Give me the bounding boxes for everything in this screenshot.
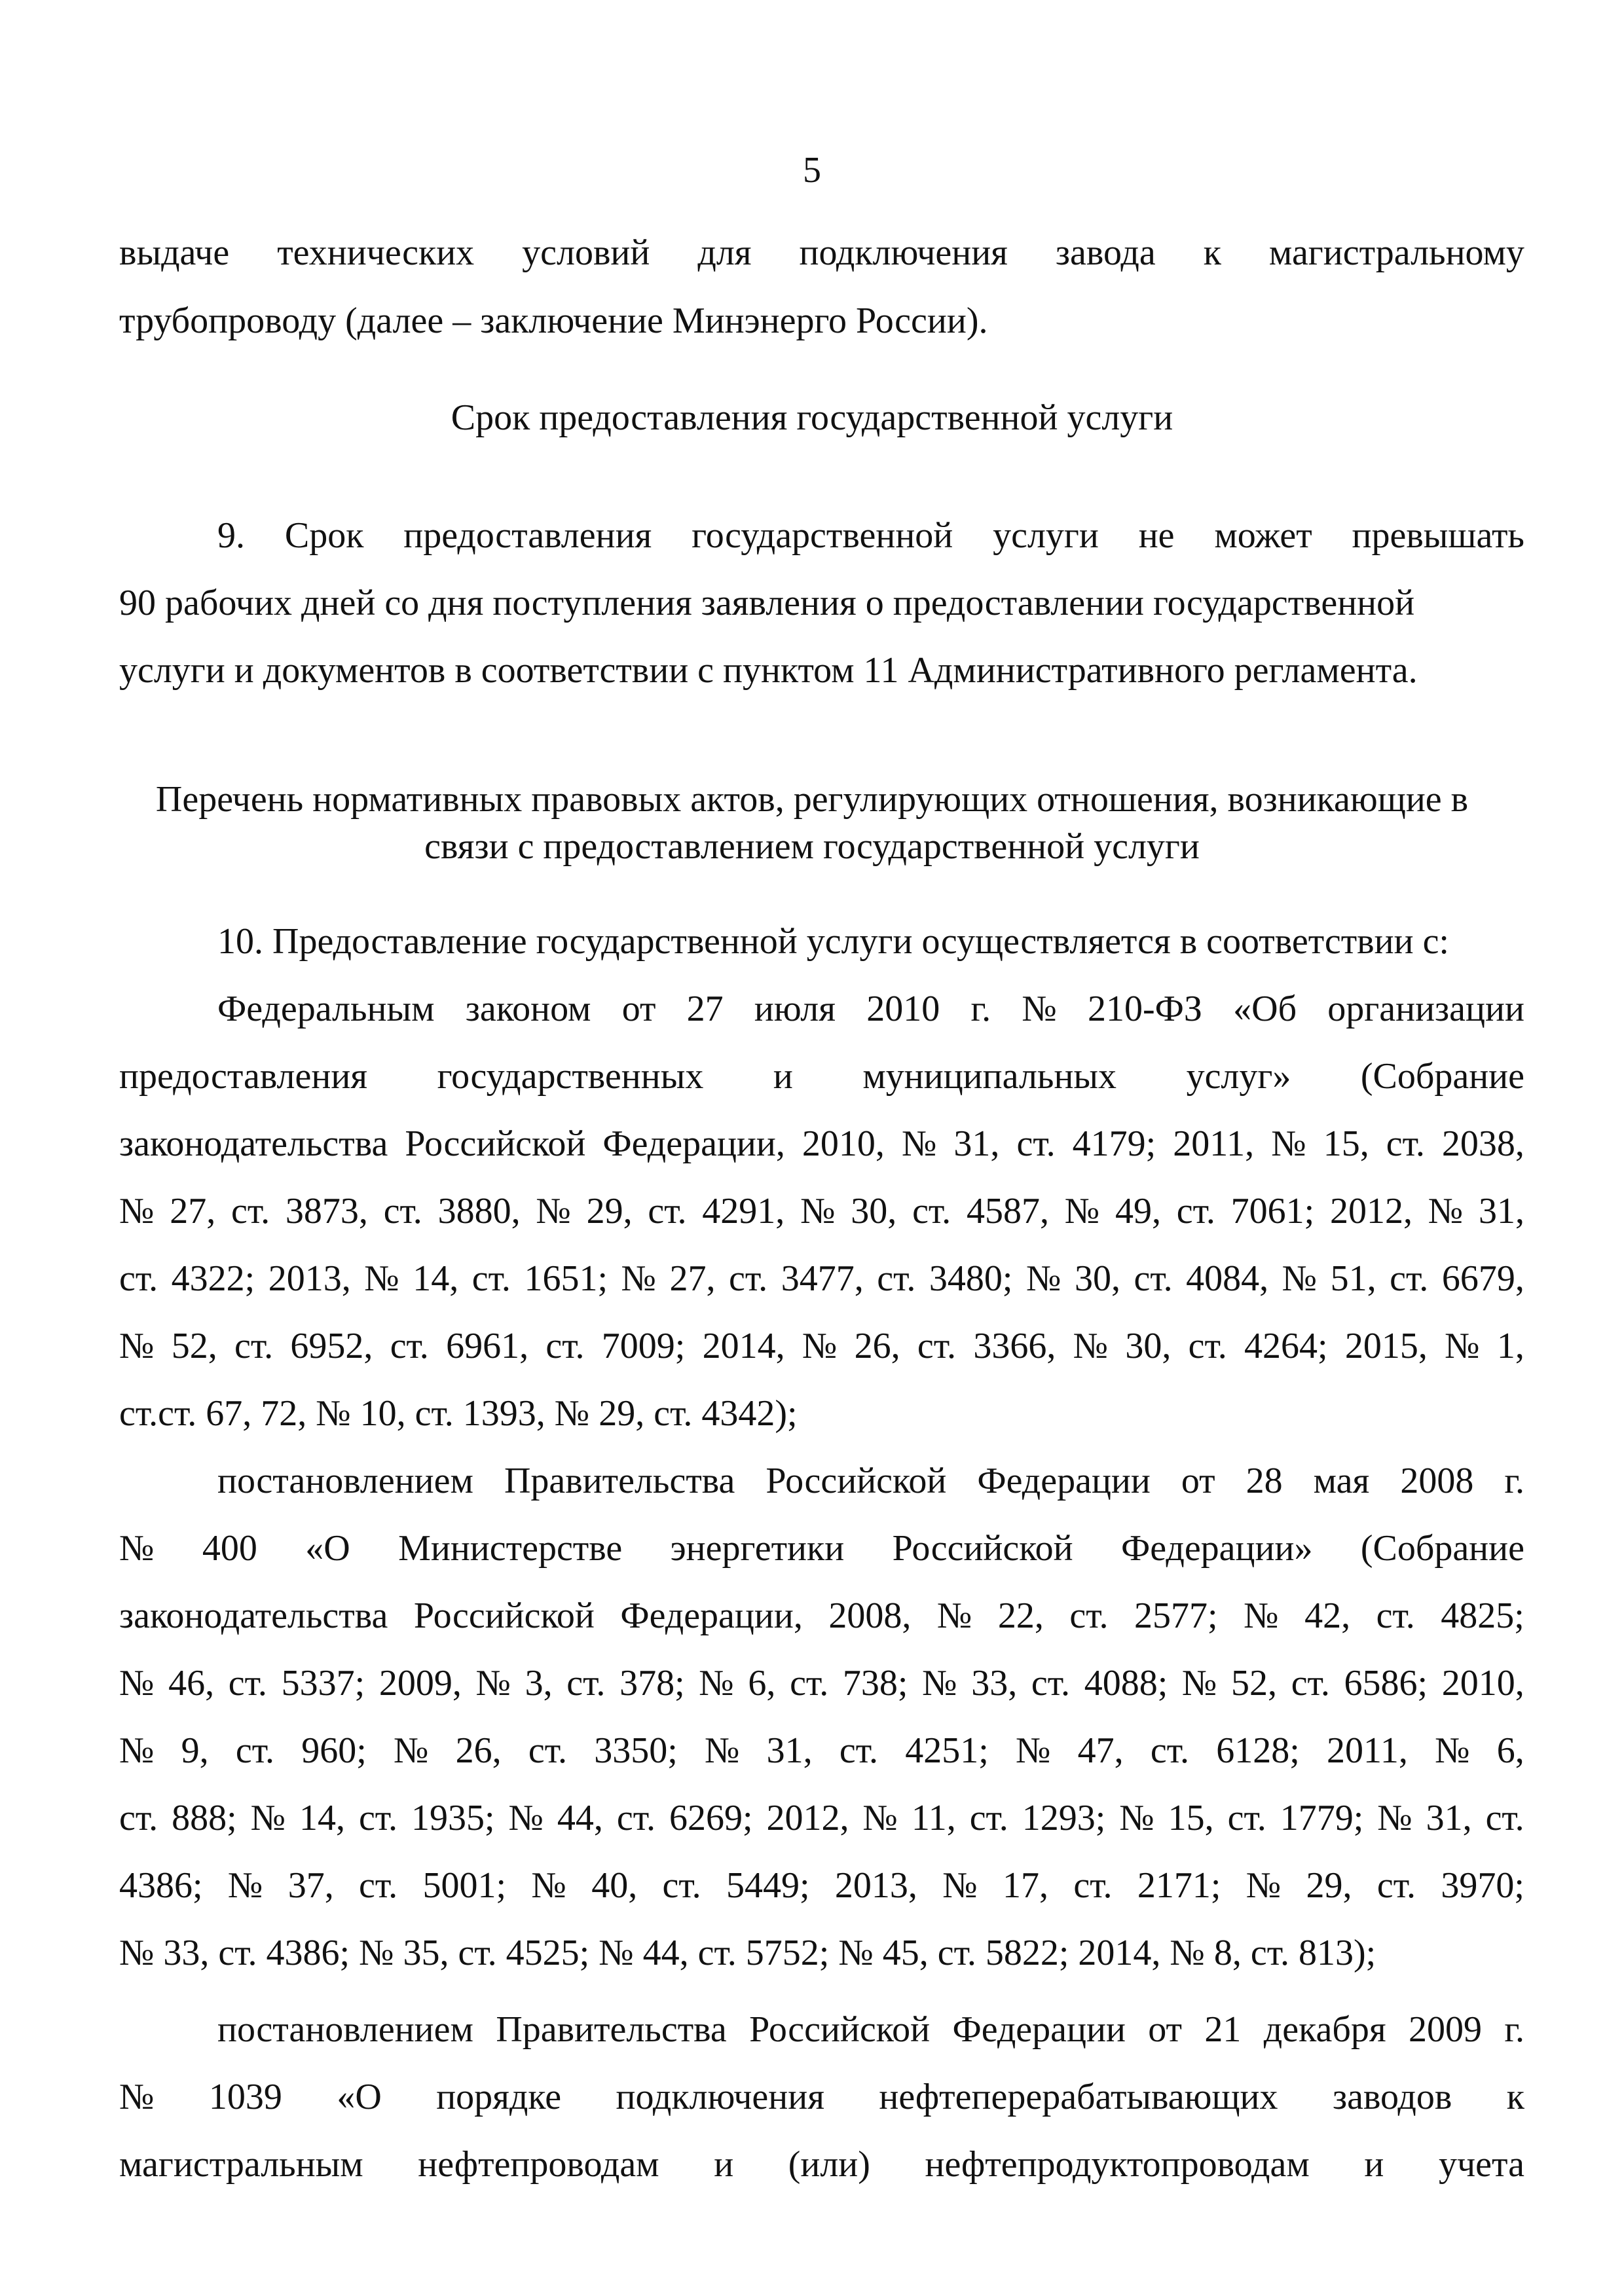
word: законом [465,989,591,1029]
word: и [773,1056,793,1097]
word: 2014, [702,1326,785,1366]
word: 2038, [1441,1123,1524,1164]
word: № [1016,1730,1051,1771]
word: 51, [1330,1258,1376,1299]
word: 4386; [119,1865,203,1906]
word: 6952, [290,1326,373,1366]
word: 30, [1074,1258,1120,1299]
word: ст. [1031,1663,1071,1704]
word: подключения [616,2077,824,2117]
word: от [1148,2009,1183,2050]
word: 400 [202,1528,257,1569]
word: 4264; [1244,1326,1328,1366]
word: 1, [1496,1326,1524,1366]
word: Федеральным [217,989,435,1029]
word: ст. [471,1258,511,1299]
word: энергетики [670,1528,845,1569]
word: Федерации [977,1461,1151,1501]
word: от [1181,1461,1215,1501]
word: 14, [299,1798,345,1838]
word: 2010, [802,1123,885,1164]
word: магистральным [119,2144,363,2185]
word: 21 [1204,2009,1242,2050]
word: 6, [748,1663,776,1704]
word: г. [1504,2009,1524,2050]
word: не [1138,515,1175,556]
word: организации [1327,989,1524,1029]
word: ст. [528,1730,567,1771]
word: 26, [455,1730,502,1771]
word: № [1073,1326,1109,1366]
para-9-line-1 [217,517,1524,554]
para-10-intro: 10. Предоставление государственной услуги осуществляется в соответствии с: [217,921,1449,962]
word: ст. [1291,1663,1330,1704]
word: декабря [1263,2009,1386,2050]
law-210-line-4 [119,1193,1524,1230]
word: нефтеперерабатывающих [879,2077,1278,2117]
word: «Об [1233,989,1297,1029]
law-210-line-3 [119,1125,1524,1162]
word: № [1119,1798,1154,1838]
word: выдаче [119,232,230,273]
decree-400-line-1 [217,1463,1524,1499]
word: ст. [235,1730,274,1771]
word: 27, [669,1258,716,1299]
word: 27 [686,989,724,1029]
decree-1039-line-2 [119,2079,1524,2115]
word: постановлением [217,1461,473,1501]
word: нефтепродуктопроводам [925,2144,1310,2185]
word: № [250,1798,286,1838]
word: 1935; [411,1798,495,1838]
word: 2009, [378,1663,462,1704]
word: 2008 [1400,1461,1474,1501]
word: для [697,232,752,273]
word: 42, [1304,1595,1351,1636]
word: 3366, [973,1326,1056,1366]
intro-line-1 [119,234,1524,271]
word: заводов [1332,2077,1452,2117]
word: 3880, [437,1191,521,1231]
word: 26, [854,1326,900,1366]
word: № [1445,1326,1480,1366]
word: ст. [917,1326,957,1366]
word: ст. [1485,1798,1524,1838]
word: к [1203,232,1221,273]
law-210-line-6 [119,1328,1524,1364]
word: государственных [437,1056,704,1097]
word: № [119,1191,155,1231]
word: № [1246,1865,1282,1906]
para-9-line-3: услуги и документов в соответствии с пунктом 11 Административного регламента. [119,650,1418,691]
word: государственной [692,515,953,556]
word: 29, [1306,1865,1352,1906]
word: может [1214,515,1312,556]
word: 2011, [1173,1123,1255,1164]
word: 9, [181,1730,209,1771]
word: № [536,1191,571,1231]
word: ст. [358,1798,398,1838]
word: ст. [1376,1595,1415,1636]
word: № [922,1663,957,1704]
word: 1039 [208,2077,282,2117]
word: 47, [1077,1730,1124,1771]
word: № [1022,989,1057,1029]
word: 40, [591,1865,638,1906]
word: 44, [557,1798,603,1838]
word: 6, [1496,1730,1524,1771]
word: 210-ФЗ [1087,989,1202,1029]
decree-1039-line-3 [119,2146,1524,2183]
word: ст. [359,1865,398,1906]
word: законодательства [119,1123,388,1164]
word: 15, [1168,1798,1214,1838]
word: и [714,2144,734,2185]
decree-400-line-8: № 33, ст. 4386; № 35, ст. 4525; № 44, ст. 5752; № 45, ст. 5822; 2014, № 8, ст. 813); [119,1933,1376,1973]
word: мая [1313,1461,1370,1501]
decree-400-line-3 [119,1597,1524,1634]
word: Федерации» [1120,1528,1313,1569]
word: г. [970,989,991,1029]
word: Российской [413,1595,595,1636]
word: (или) [788,2144,870,2185]
word: № [475,1663,511,1704]
word: № [119,1663,155,1704]
word: 3970; [1441,1865,1524,1906]
word: ст. [729,1258,768,1299]
word: 6679, [1441,1258,1524,1299]
word: 4291, [702,1191,785,1231]
law-210-line-2 [119,1058,1524,1095]
word: Федерации, [602,1123,785,1164]
law-210-line-7: ст.ст. 67, 72, № 10, ст. 1393, № 29, ст. 4342); [119,1393,798,1434]
word: (Собрание [1360,1056,1524,1097]
word: и [1364,2144,1384,2185]
word: Правительства [504,1461,735,1501]
word: 2012, [1330,1191,1412,1231]
word: 27, [170,1191,216,1231]
para-9-line-2: 90 рабочих дней со дня поступления заявления о предоставлении государственной [119,583,1415,623]
word: № [1064,1191,1100,1231]
heading-acts-line-2: связи с предоставлением государственной услуги [424,826,1200,867]
word: № [1025,1258,1061,1299]
word: 738; [842,1663,908,1704]
word: к [1506,2077,1524,2117]
word: № [1181,1663,1217,1704]
word: ст. [790,1663,829,1704]
word: 3350; [594,1730,678,1771]
word: ст. [912,1191,951,1231]
word: Срок [284,515,364,556]
word: 378; [619,1663,685,1704]
word: ст. [648,1191,687,1231]
word: технических [277,232,475,273]
word: учета [1438,2144,1524,2185]
word: 1293; [1022,1798,1106,1838]
word: (Собрание [1360,1528,1524,1569]
word: нефтепроводам [418,2144,659,2185]
word: № [1428,1191,1464,1231]
word: 2009 [1408,2009,1482,2050]
word: превышать [1352,515,1524,556]
word: Российской [749,2009,931,2050]
decree-400-line-4 [119,1665,1524,1702]
word: 6269; [669,1798,753,1838]
law-210-line-5 [119,1260,1524,1297]
word: 6586; [1344,1663,1428,1704]
word: ст. [119,1798,158,1838]
word: 28 [1246,1461,1283,1501]
word: 2008, [828,1595,912,1636]
word: 2012, [766,1798,849,1838]
word: ст. [1376,1865,1416,1906]
word: ст. [877,1258,916,1299]
word: ст. [969,1798,1008,1838]
word: № [1271,1123,1306,1164]
word: 888; [172,1798,237,1838]
word: 4587, [966,1191,1049,1231]
word: № [1282,1258,1318,1299]
word: 2010, [1441,1663,1524,1704]
word: постановлением [217,2009,473,2050]
word: № [802,1326,838,1366]
word: 31, [953,1123,1000,1164]
word: от [621,989,656,1029]
word: № [119,1730,155,1771]
word: ст. [390,1326,429,1366]
word: услуги [993,515,1099,556]
word: 14, [413,1258,459,1299]
word: № [800,1191,836,1231]
word: 52, [1231,1663,1278,1704]
word: завода [1055,232,1156,273]
word: 31, [1479,1191,1524,1231]
word: Правительства [496,2009,727,2050]
word: ст. [545,1326,585,1366]
word: г. [1504,1461,1524,1501]
word: № [699,1663,734,1704]
word: 1651; [524,1258,608,1299]
word: 4251; [905,1730,989,1771]
word: ст. [1188,1326,1227,1366]
word: Российской [405,1123,586,1164]
decree-400-line-6 [119,1800,1524,1836]
word: 2011, [1327,1730,1408,1771]
word: ст. [1390,1258,1429,1299]
word: 6961, [446,1326,529,1366]
word: ст. [662,1865,701,1906]
word: Федерации [952,2009,1126,2050]
word: ст. [1069,1595,1109,1636]
word: магистральному [1268,232,1524,273]
word: № [901,1123,937,1164]
word: № [119,1528,155,1569]
decree-400-line-5 [119,1732,1524,1769]
word: № [119,1326,155,1366]
word: 31, [1426,1798,1472,1838]
intro-line-2: трубопроводу (далее – заключение Минэнерго России). [119,301,988,341]
word: 30, [851,1191,897,1231]
word: 4179; [1072,1123,1156,1164]
word: 5337; [281,1663,365,1704]
word: ст. [1134,1258,1173,1299]
decree-400-line-7 [119,1867,1524,1904]
word: «О [337,2077,382,2117]
word: 3, [525,1663,553,1704]
word: 5449; [726,1865,810,1906]
word: 49, [1115,1191,1161,1231]
word: № [508,1798,544,1838]
word: № [1244,1595,1279,1636]
word: 2015, [1344,1326,1428,1366]
word: условий [522,232,650,273]
word: 33, [971,1663,1018,1704]
heading-acts-line-1: Перечень нормативных правовых актов, регулирующих отношения, возникающие в [155,779,1469,820]
word: 30, [1125,1326,1172,1366]
word: № [942,1865,978,1906]
word: 22, [997,1595,1044,1636]
word: ст. [234,1326,274,1366]
word: Министерстве [398,1528,623,1569]
word: 37, [287,1865,334,1906]
word: 31, [766,1730,813,1771]
word: 4088; [1084,1663,1168,1704]
heading-term: Срок предоставления государственной услуги [451,397,1173,438]
word: 4825; [1441,1595,1524,1636]
word: 52, [171,1326,217,1366]
word: № [227,1865,263,1906]
word: 29, [586,1191,633,1231]
word: Федерации, [620,1595,803,1636]
word: услуг» [1186,1056,1291,1097]
word: 6128; [1216,1730,1300,1771]
word: июля [754,989,836,1029]
word: ст. [1016,1123,1056,1164]
word: ст. [1386,1123,1425,1164]
word: 2010 [866,989,940,1029]
word: ст. [231,1191,270,1231]
word: 3477, [781,1258,864,1299]
word: 7009; [601,1326,686,1366]
word: № [1377,1798,1412,1838]
word: 46, [168,1663,215,1704]
page-number: 5 [803,150,821,191]
word: 9. [217,515,245,556]
word: ст. [616,1798,655,1838]
word: № [862,1798,898,1838]
word: 17, [1003,1865,1049,1906]
word: 3480; [929,1258,1013,1299]
word: ст. [566,1663,606,1704]
word: Российской [766,1461,947,1501]
word: № [119,2077,155,2117]
word: № [705,1730,740,1771]
word: Российской [892,1528,1073,1569]
word: предоставления [119,1056,368,1097]
word: № [621,1258,656,1299]
word: 2013, [834,1865,917,1906]
word: ст. [1150,1730,1189,1771]
word: 960; [301,1730,367,1771]
word: подключения [799,232,1008,273]
word: ст. [228,1663,267,1704]
decree-400-line-2 [119,1530,1524,1567]
word: ст. [1176,1191,1215,1231]
word: 3873, [285,1191,368,1231]
word: 2013, [268,1258,351,1299]
word: 4084, [1186,1258,1269,1299]
word: ст. [1073,1865,1113,1906]
word: № [1435,1730,1470,1771]
word: порядке [436,2077,562,2117]
word: 2577; [1134,1595,1218,1636]
word: ст. [1227,1798,1266,1838]
word: 2171; [1137,1865,1221,1906]
word: ст. [839,1730,878,1771]
word: 11, [911,1798,956,1838]
law-210-line-1 [217,991,1524,1027]
word: 15, [1323,1123,1369,1164]
word: предоставления [403,515,652,556]
word: законодательства [119,1595,388,1636]
word: муниципальных [862,1056,1117,1097]
word: № [394,1730,429,1771]
word: 4322; [171,1258,255,1299]
word: ст. [119,1258,158,1299]
word: № [936,1595,972,1636]
decree-1039-line-1 [217,2011,1524,2048]
word: 5001; [422,1865,507,1906]
word: № [364,1258,399,1299]
word: «О [305,1528,350,1569]
word: 7061; [1230,1191,1315,1231]
word: 1779; [1280,1798,1364,1838]
word: ст. [383,1191,422,1231]
word: № [531,1865,566,1906]
